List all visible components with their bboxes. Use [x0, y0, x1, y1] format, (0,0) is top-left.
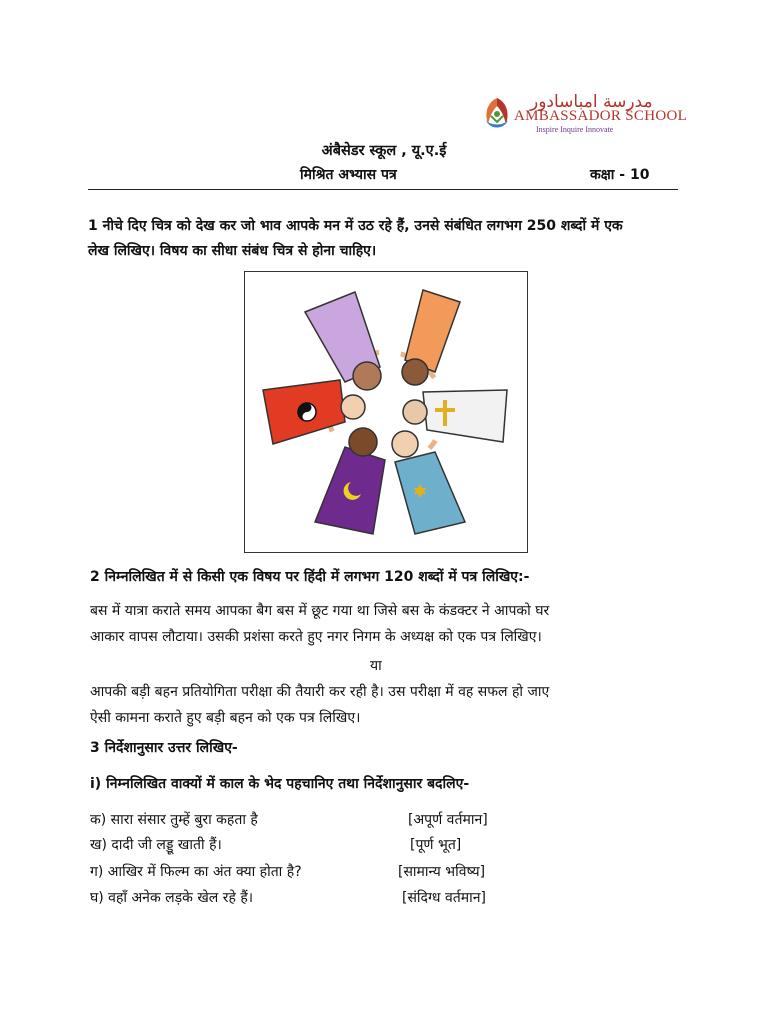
exercise-sentence: ख) दादी जी लड्डू खाती हैं। — [90, 837, 222, 853]
exercise-sentence: ग) आखिर में फिल्म का अंत क्या होता है? — [90, 864, 302, 880]
exercise-sentence: क) सारा संसार तुम्हें बुरा कहता है — [90, 812, 258, 828]
question-3-heading: 3 निर्देशानुसार उत्तर लिखिए- — [90, 740, 238, 756]
class-label: कक्षा - 10 — [590, 167, 650, 183]
logo-school-name: AMBASSADOR SCHOOL — [514, 108, 688, 124]
letter-option-2 — [90, 679, 680, 731]
question-3-part-i: i) निम्नलिखित वाक्यों में काल के भेद पहचानिए तथा निर्देशानुसार बदलिए- — [90, 776, 470, 792]
exercise-instruction: [पूर्ण भूत] — [410, 837, 462, 853]
question-2-heading: 2 निम्नलिखित में से किसी एक विषय पर हिंदी में लगभग 120 शब्दों में पत्र लिखिए:- — [90, 569, 530, 585]
exercise-instruction: [संदिग्ध वर्तमान] — [402, 890, 486, 906]
worksheet-subject: मिश्रित अभ्यास पत्र — [300, 167, 397, 183]
letter-option-2-line-1: आपकी बड़ी बहन प्रतियोगिता परीक्षा की तैयारी कर रही है। उस परीक्षा में वह सफल हो जाए — [90, 684, 550, 700]
header-divider — [88, 189, 678, 190]
page-title: अंबैसेडर स्कूल , यू.ए.ई — [321, 143, 447, 159]
exercise-instruction: [अपूर्ण वर्तमान] — [408, 812, 488, 828]
exercise-instruction: [सामान्य भविष्य] — [398, 864, 486, 880]
figure-white-robe — [403, 390, 507, 442]
logo-arabic-text: مدرسة امباسادور — [530, 92, 653, 112]
logo-tagline: Inspire Inquire Innovate — [536, 125, 614, 134]
exercise-sentence: घ) वहाँ अनेक लड़के खेल रहे हैं। — [90, 890, 254, 906]
question-1 — [88, 214, 678, 264]
figure-purple-robe — [305, 292, 381, 390]
figure-orange-robe — [402, 290, 460, 385]
figure-red-robe — [263, 380, 365, 444]
letter-option-1-line-2: आकार वापस लौटाया। उसकी प्रशंसा करते हुए नगर निगम के अध्यक्ष को एक पत्र लिखिए। — [90, 629, 542, 645]
question-1-line-2: लेख लिखिए। विषय का सीधा संबंध चित्र से होना चाहिए। — [88, 243, 377, 259]
or-separator: या — [370, 658, 382, 674]
letter-option-1 — [90, 598, 680, 650]
people-circle-illustration — [245, 272, 527, 552]
figure-violet-robe — [315, 428, 385, 534]
school-logo — [480, 92, 688, 136]
letter-option-1-line-1: बस में यात्रा कराते समय आपका बैग बस में छूट गया था जिसे बस के कंडक्टर ने आपको घर — [90, 603, 550, 619]
question-1-line-1: 1 नीचे दिए चित्र को देख कर जो भाव आपके मन में उठ रहे हैं, उनसे संबंधित लगभग 250 शब्दों में एक — [88, 218, 623, 234]
school-emblem-icon — [480, 94, 514, 134]
letter-option-2-line-2: ऐसी कामना कराते हुए बड़ी बहन को एक पत्र लिखिए। — [90, 710, 361, 726]
unity-illustration — [244, 271, 528, 553]
